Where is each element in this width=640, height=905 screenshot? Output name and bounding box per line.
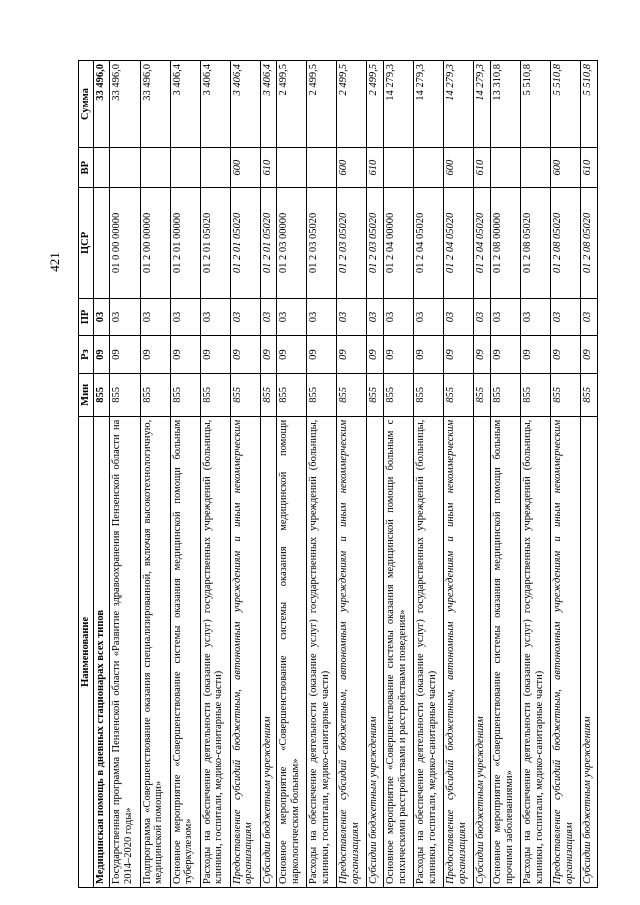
cell-vr: 600 bbox=[230, 148, 260, 188]
table-row bbox=[277, 61, 307, 888]
cell-rz: 09 bbox=[110, 336, 140, 374]
cell-min: 855 bbox=[384, 373, 414, 416]
cell-name: Медицинская помощь в дневных стационарах всех типов bbox=[93, 416, 110, 887]
header-csr: ЦСР bbox=[79, 188, 94, 298]
cell-vr bbox=[277, 148, 307, 188]
cell-sum: 5 510,8 bbox=[581, 61, 598, 148]
table-header-row bbox=[79, 61, 94, 888]
cell-vr bbox=[307, 148, 337, 188]
header-pr: ПР bbox=[79, 298, 94, 336]
cell-rz: 09 bbox=[551, 336, 581, 374]
cell-sum: 2 499,5 bbox=[367, 61, 384, 148]
cell-pr: 03 bbox=[367, 298, 384, 336]
cell-vr bbox=[414, 148, 444, 188]
cell-sum: 3 406,4 bbox=[200, 61, 230, 148]
cell-name: Субсидии бюджетным учреждениям bbox=[260, 416, 277, 887]
cell-name: Расходы на обеспечение деятельности (оказание услуг) государственных учреждений (больницы, клиники, госпитали, медико-санитарные части) bbox=[200, 416, 230, 887]
cell-pr: 03 bbox=[474, 298, 491, 336]
cell-csr: 01 2 03 00000 bbox=[277, 188, 307, 298]
cell-csr: 01 2 08 05020 bbox=[521, 188, 551, 298]
cell-min: 855 bbox=[93, 373, 110, 416]
table-row bbox=[444, 61, 474, 888]
cell-pr: 03 bbox=[384, 298, 414, 336]
cell-rz: 09 bbox=[230, 336, 260, 374]
cell-rz: 09 bbox=[140, 336, 170, 374]
cell-sum: 5 510,8 bbox=[521, 61, 551, 148]
table-row bbox=[110, 61, 140, 888]
cell-rz: 09 bbox=[277, 336, 307, 374]
table-row bbox=[307, 61, 337, 888]
cell-sum: 3 406,4 bbox=[170, 61, 200, 148]
cell-rz: 09 bbox=[414, 336, 444, 374]
cell-csr: 01 2 01 05020 bbox=[260, 188, 277, 298]
cell-csr: 01 2 03 05020 bbox=[367, 188, 384, 298]
cell-name: Расходы на обеспечение деятельности (оказание услуг) государственных учреждений (больницы, клиники, госпитали, медико-санитарные части) bbox=[521, 416, 551, 887]
cell-min: 855 bbox=[474, 373, 491, 416]
cell-name: Основное мероприятие «Совершенствование системы оказания медицинской помощи больным с психическими расстройствами и расстройствами поведения» bbox=[384, 416, 414, 887]
cell-name: Основное мероприятие «Совершенствование системы оказания медицинской помощи больным прочими заболеваниями» bbox=[490, 416, 520, 887]
cell-csr: 01 2 04 05020 bbox=[414, 188, 444, 298]
cell-pr: 03 bbox=[140, 298, 170, 336]
cell-min: 855 bbox=[140, 373, 170, 416]
cell-pr: 03 bbox=[170, 298, 200, 336]
cell-vr: 610 bbox=[474, 148, 491, 188]
cell-name: Предоставление субсидий бюджетным, автономным учреждениям и иным некоммерческим организациям bbox=[444, 416, 474, 887]
cell-min: 855 bbox=[307, 373, 337, 416]
cell-min: 855 bbox=[110, 373, 140, 416]
cell-pr: 03 bbox=[444, 298, 474, 336]
cell-pr: 03 bbox=[581, 298, 598, 336]
cell-sum: 14 279,3 bbox=[474, 61, 491, 148]
cell-vr bbox=[170, 148, 200, 188]
cell-rz: 09 bbox=[200, 336, 230, 374]
cell-csr: 01 2 00 00000 bbox=[140, 188, 170, 298]
cell-sum: 33 496,0 bbox=[110, 61, 140, 148]
cell-rz: 09 bbox=[490, 336, 520, 374]
cell-pr: 03 bbox=[521, 298, 551, 336]
cell-name: Предоставление субсидий бюджетным, автономным учреждениям и иным некоммерческим организациям bbox=[551, 416, 581, 887]
cell-vr bbox=[384, 148, 414, 188]
cell-csr: 01 2 04 05020 bbox=[474, 188, 491, 298]
cell-sum: 5 510,8 bbox=[551, 61, 581, 148]
cell-name: Государственная программа Пензенской области «Развитие здравоохранения Пензенской области на 2014–2020 годы» bbox=[110, 416, 140, 887]
cell-min: 855 bbox=[414, 373, 444, 416]
cell-vr: 610 bbox=[581, 148, 598, 188]
cell-pr: 03 bbox=[93, 298, 110, 336]
cell-min: 855 bbox=[521, 373, 551, 416]
cell-vr bbox=[521, 148, 551, 188]
cell-name: Субсидии бюджетным учреждениям bbox=[474, 416, 491, 887]
table-row bbox=[474, 61, 491, 888]
cell-csr: 01 2 03 05020 bbox=[307, 188, 337, 298]
cell-min: 855 bbox=[277, 373, 307, 416]
cell-min: 855 bbox=[444, 373, 474, 416]
cell-sum: 33 496,0 bbox=[140, 61, 170, 148]
cell-name: Предоставление субсидий бюджетным, автономным учреждениям и иным некоммерческим организациям bbox=[337, 416, 367, 887]
cell-pr: 03 bbox=[337, 298, 367, 336]
cell-min: 855 bbox=[260, 373, 277, 416]
cell-csr: 01 2 04 05020 bbox=[444, 188, 474, 298]
cell-vr bbox=[140, 148, 170, 188]
table-body bbox=[93, 61, 597, 888]
cell-sum: 2 499,5 bbox=[277, 61, 307, 148]
header-min: Мин bbox=[79, 373, 94, 416]
table-row bbox=[230, 61, 260, 888]
cell-rz: 09 bbox=[307, 336, 337, 374]
cell-rz: 09 bbox=[521, 336, 551, 374]
cell-pr: 03 bbox=[551, 298, 581, 336]
cell-rz: 09 bbox=[474, 336, 491, 374]
cell-pr: 03 bbox=[200, 298, 230, 336]
table-row bbox=[200, 61, 230, 888]
cell-csr: 01 2 01 05020 bbox=[230, 188, 260, 298]
cell-csr: 01 2 08 05020 bbox=[551, 188, 581, 298]
header-name: Наименование bbox=[79, 416, 94, 887]
header-rz: Рз bbox=[79, 336, 94, 374]
cell-csr: 01 2 01 00000 bbox=[170, 188, 200, 298]
cell-pr: 03 bbox=[414, 298, 444, 336]
cell-rz: 09 bbox=[444, 336, 474, 374]
table-container bbox=[78, 60, 598, 888]
cell-name: Подпрограмма «Совершенствование оказания специализированной, включая высокотехнологичную, медицинской помощи» bbox=[140, 416, 170, 887]
cell-vr bbox=[490, 148, 520, 188]
cell-pr: 03 bbox=[110, 298, 140, 336]
cell-sum: 2 499,5 bbox=[307, 61, 337, 148]
cell-sum: 13 310,8 bbox=[490, 61, 520, 148]
cell-csr: 01 0 00 00000 bbox=[110, 188, 140, 298]
cell-rz: 09 bbox=[384, 336, 414, 374]
cell-pr: 03 bbox=[490, 298, 520, 336]
cell-vr: 610 bbox=[260, 148, 277, 188]
table-row bbox=[367, 61, 384, 888]
cell-name: Предоставление субсидий бюджетным, автономным учреждениям и иным некоммерческим организациям bbox=[230, 416, 260, 887]
budget-table bbox=[78, 60, 598, 888]
cell-min: 855 bbox=[490, 373, 520, 416]
cell-sum: 3 406,4 bbox=[260, 61, 277, 148]
cell-sum: 3 406,4 bbox=[230, 61, 260, 148]
cell-sum: 14 279,3 bbox=[414, 61, 444, 148]
cell-rz: 09 bbox=[260, 336, 277, 374]
cell-min: 855 bbox=[230, 373, 260, 416]
cell-name: Основное мероприятие «Совершенствование системы оказания медицинской помощи наркологическим больным» bbox=[277, 416, 307, 887]
cell-rz: 09 bbox=[367, 336, 384, 374]
cell-rz: 09 bbox=[170, 336, 200, 374]
table-row bbox=[93, 61, 110, 888]
header-sum: Сумма bbox=[79, 61, 94, 148]
cell-name: Расходы на обеспечение деятельности (оказание услуг) государственных учреждений (больницы, клиники, госпитали, медико-санитарные части) bbox=[307, 416, 337, 887]
cell-pr: 03 bbox=[230, 298, 260, 336]
table-row bbox=[490, 61, 520, 888]
cell-min: 855 bbox=[551, 373, 581, 416]
cell-pr: 03 bbox=[307, 298, 337, 336]
page-number: 421 bbox=[47, 252, 62, 272]
cell-vr: 600 bbox=[444, 148, 474, 188]
cell-sum: 14 279,3 bbox=[444, 61, 474, 148]
cell-name: Субсидии бюджетным учреждениям bbox=[581, 416, 598, 887]
cell-sum: 33 496,0 bbox=[93, 61, 110, 148]
cell-vr: 610 bbox=[367, 148, 384, 188]
table-row bbox=[170, 61, 200, 888]
table-row bbox=[551, 61, 581, 888]
cell-vr bbox=[93, 148, 110, 188]
cell-csr: 01 2 08 00000 bbox=[490, 188, 520, 298]
cell-vr bbox=[110, 148, 140, 188]
header-vr: ВР bbox=[79, 148, 94, 188]
cell-pr: 03 bbox=[260, 298, 277, 336]
cell-min: 855 bbox=[581, 373, 598, 416]
table-row bbox=[337, 61, 367, 888]
cell-rz: 09 bbox=[93, 336, 110, 374]
cell-vr bbox=[200, 148, 230, 188]
cell-min: 855 bbox=[367, 373, 384, 416]
cell-pr: 03 bbox=[277, 298, 307, 336]
cell-rz: 09 bbox=[337, 336, 367, 374]
cell-name: Расходы на обеспечение деятельности (оказание услуг) государственных учреждений (больницы, клиники, госпитали, медико-санитарные части) bbox=[414, 416, 444, 887]
cell-csr: 01 2 08 05020 bbox=[581, 188, 598, 298]
cell-min: 855 bbox=[337, 373, 367, 416]
table-row bbox=[581, 61, 598, 888]
cell-csr: 01 2 03 05020 bbox=[337, 188, 367, 298]
cell-sum: 2 499,5 bbox=[337, 61, 367, 148]
table-row bbox=[414, 61, 444, 888]
table-row bbox=[521, 61, 551, 888]
cell-min: 855 bbox=[170, 373, 200, 416]
cell-vr: 600 bbox=[337, 148, 367, 188]
cell-csr: 01 2 04 00000 bbox=[384, 188, 414, 298]
table-row bbox=[260, 61, 277, 888]
cell-min: 855 bbox=[200, 373, 230, 416]
cell-name: Основное мероприятие «Совершенствование системы оказания медицинской помощи больным туберкулезом» bbox=[170, 416, 200, 887]
cell-sum: 14 279,3 bbox=[384, 61, 414, 148]
cell-csr: 01 2 01 05020 bbox=[200, 188, 230, 298]
cell-rz: 09 bbox=[581, 336, 598, 374]
table-row bbox=[384, 61, 414, 888]
cell-vr: 600 bbox=[551, 148, 581, 188]
cell-name: Субсидии бюджетным учреждениям bbox=[367, 416, 384, 887]
table-row bbox=[140, 61, 170, 888]
cell-csr bbox=[93, 188, 110, 298]
